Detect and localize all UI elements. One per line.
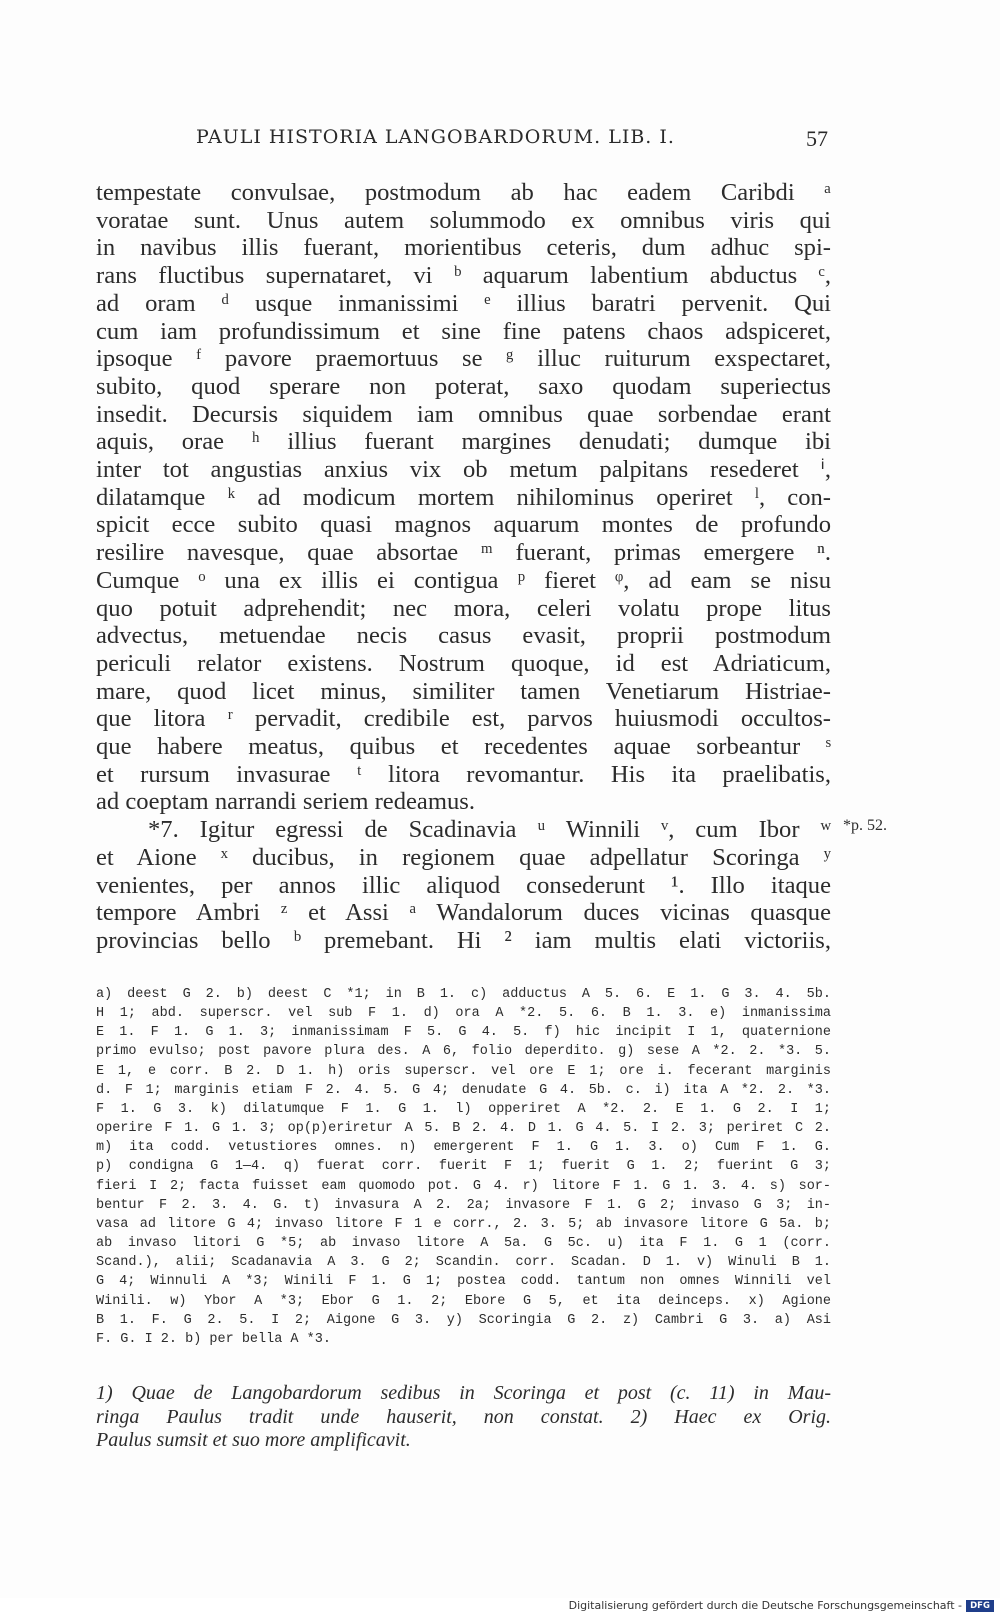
text-line: venientes, per annos illic aliquod consederunt ¹. Illo itaque (96, 871, 831, 899)
apparatus-line: F. G. I 2. b) per bella A *3. (96, 1331, 331, 1347)
margin-page-reference: *p. 52. (843, 817, 887, 834)
dfg-logo-icon: DFG (966, 1600, 994, 1612)
apparatus-line: Winili. w) Ybor A *3; Ebor G 1. 2; Ebore G 5, et ita deinceps. x) Agione (96, 1293, 831, 1309)
apparatus-line: H 1; abd. superscr. vel sub F 1. d) ora A *2. 5. 6. B 1. 3. e) inmanissima (96, 1006, 831, 1022)
text-line: cum iam profundissimum et sine fine patens chaos adspiceret, (96, 317, 831, 345)
apparatus-line: primo evulso; post pavore plura des. A 6, folio deperdito. g) sese A *2. 2. *3. 5. (96, 1044, 831, 1060)
text-line: tempestate convulsae, postmodum ab hac eadem Caribdi ᵃ (96, 179, 831, 206)
text-line: rans fluctibus supernataret, vi ᵇ aquarum labentium abductus ᶜ, (96, 262, 831, 290)
page-number: 57 (806, 126, 828, 151)
main-text-block (96, 179, 831, 955)
text-line: Cumque ᵒ una ex illis ei contigua ᵖ fieret ᵠ, ad eam se nisu (96, 566, 831, 594)
text-line: tempore Ambri ᶻ et Assi ᵃ Wandalorum duces vicinas quasque (96, 899, 831, 927)
section-start-line: *7. Igitur egressi de Scadinavia ᵘ Winnili ᵛ, cum Ibor ʷ (148, 816, 831, 844)
text-line: provincias bello ᵇ premebant. Hi ² iam multis elati victoriis, (96, 926, 831, 954)
apparatus-line: m) ita codd. vetustiores omnes. n) emergerent F 1. G 1. 3. o) Cum F 1. G. (96, 1140, 831, 1156)
text-line: que litora ʳ pervadit, credibile est, parvos huiusmodi occultos- (96, 705, 831, 733)
apparatus-line: bentur F 2. 3. 4. G. t) invasura A 2. 2a; invasore F 1. G 2; invaso G 3; in- (96, 1197, 831, 1213)
text-line: spicit ecce subito quasi magnos aquarum montes de profundo (96, 511, 831, 539)
footnote-line: ringa Paulus tradit unde hauserit, non constat. 2) Haec ex Orig. (96, 1405, 831, 1428)
apparatus-line: Scand.), alii; Scadanavia A 3. G 2; Scandin. corr. Scadan. D 1. v) Winuli B 1. (96, 1255, 831, 1271)
apparatus-line: E 1, e corr. B 2. D 1. h) oris superscr. vel ore E 1; ore i. fecerant marginis (96, 1063, 831, 1079)
apparatus-line: B 1. F. G 2. 5. I 2; Aigone G 3. y) Scoringia G 2. z) Cambri G 3. a) Asi (96, 1312, 831, 1328)
apparatus-line: G 4; Winnuli A *3; Winili F 1. G 1; postea codd. tantum non omnes Winnili vel (96, 1274, 831, 1290)
apparatus-line: F 1. G 3. k) dilatumque F 1. G 1. l) opperiret A *2. 2. E 1. G 2. I 1; (96, 1101, 831, 1117)
text-line: aquis, orae ʰ illius fuerant margines denudati; dumque ibi (96, 428, 831, 456)
apparatus-line: fieri I 2; facta fuisset eam quomodo pot. G 4. r) litore F 1. G 1. 3. 4. s) sor- (96, 1178, 831, 1194)
apparatus-line: E 1. F 1. G 1. 3; inmanissimam F 5. G 4. 5. f) hic incipit I 1, quaternione (96, 1025, 831, 1041)
text-line: inter tot angustias anxius vix ob metum palpitans resederet ⁱ, (96, 456, 831, 484)
text-line: insedit. Decursis siquidem iam omnibus quae sorbendae erant (96, 400, 831, 428)
text-line: subito, quod sperare non poterat, saxo quodam superiectus (96, 372, 831, 400)
page-header (96, 126, 828, 156)
apparatus-line: d. F 1; marginis etiam F 2. 4. 5. G 4; denudate G 4. 5b. c. i) ita A *2. 2. *3. (96, 1082, 831, 1098)
text-line: et rursum invasurae ᵗ litora revomantur. His ita praelibatis, (96, 760, 831, 788)
footnotes (96, 1382, 831, 1453)
text-line: et Aione ˣ ducibus, in regionem quae adpellatur Scoringa ʸ (96, 843, 831, 871)
text-line: quo potuit adprehendit; nec mora, celeri volatu prope litus (96, 594, 831, 622)
text-line: dilatamque ᵏ ad modicum mortem nihilominus operiret ˡ, con- (96, 483, 831, 511)
apparatus-line: a) deest G 2. b) deest C *1; in B 1. c) adductus A 5. 6. E 1. G 3. 4. 5b. (96, 987, 831, 1002)
text-line: periculi relator existens. Nostrum quoque, id est Adriaticum, (96, 649, 831, 677)
text-line: in navibus illis fuerant, morientibus ceteris, dum adhuc spi- (96, 234, 831, 262)
footnote-line: Paulus sumsit et suo more amplificavit. (96, 1429, 411, 1451)
text-line: mare, quod licet minus, similiter tamen Venetiarum Histriae- (96, 677, 831, 705)
digitization-credit: Digitalisierung gefördert durch die Deutsche Forschungsgemeinschaft - (568, 1599, 962, 1612)
text-line: ipsoque ᶠ pavore praemortuus se ᵍ illuc ruiturum exspectaret, (96, 345, 831, 373)
text-line: ad coeptam narrandi seriem redeamus. (96, 788, 475, 816)
critical-apparatus (96, 985, 831, 1349)
text-line: que habere meatus, quibus et recedentes aquae sorbeantur ˢ (96, 733, 831, 761)
text-line: voratae sunt. Unus autem solummodo ex omnibus viris qui (96, 206, 831, 234)
text-line: ad oram ᵈ usque inmanissimi ᵉ illius baratri pervenit. Qui (96, 289, 831, 317)
text-line: resilire navesque, quae absortae ᵐ fuerant, primas emergere ⁿ. (96, 539, 831, 567)
footnote-line: 1) Quae de Langobardorum sedibus in Scoringa et post (c. 11) in Mau- (96, 1382, 831, 1404)
apparatus-line: operire F 1. G 1. 3; op(p)eriretur A 5. B 2. 4. D 1. G 4. 5. I 2. 3; periret C 2. (96, 1121, 831, 1137)
apparatus-line: p) condigna G 1—4. q) fuerat corr. fuerit F 1; fuerit G 1. 2; fuerint G 3; (96, 1159, 831, 1175)
text-line: advectus, metuendae necis casus evasit, proprii postmodum (96, 622, 831, 650)
apparatus-line: ab invaso litori G *5; ab invaso litore A 5a. G 5c. u) ita F 1. G 1 (corr. (96, 1236, 831, 1252)
apparatus-line: vasa ad litore G 4; invaso litore F 1 e corr., 2. 3. 5; ab invasore litore G 5a. b; (96, 1216, 831, 1232)
running-title: PAULI HISTORIA LANGOBARDORUM. LIB. I. (196, 126, 675, 148)
